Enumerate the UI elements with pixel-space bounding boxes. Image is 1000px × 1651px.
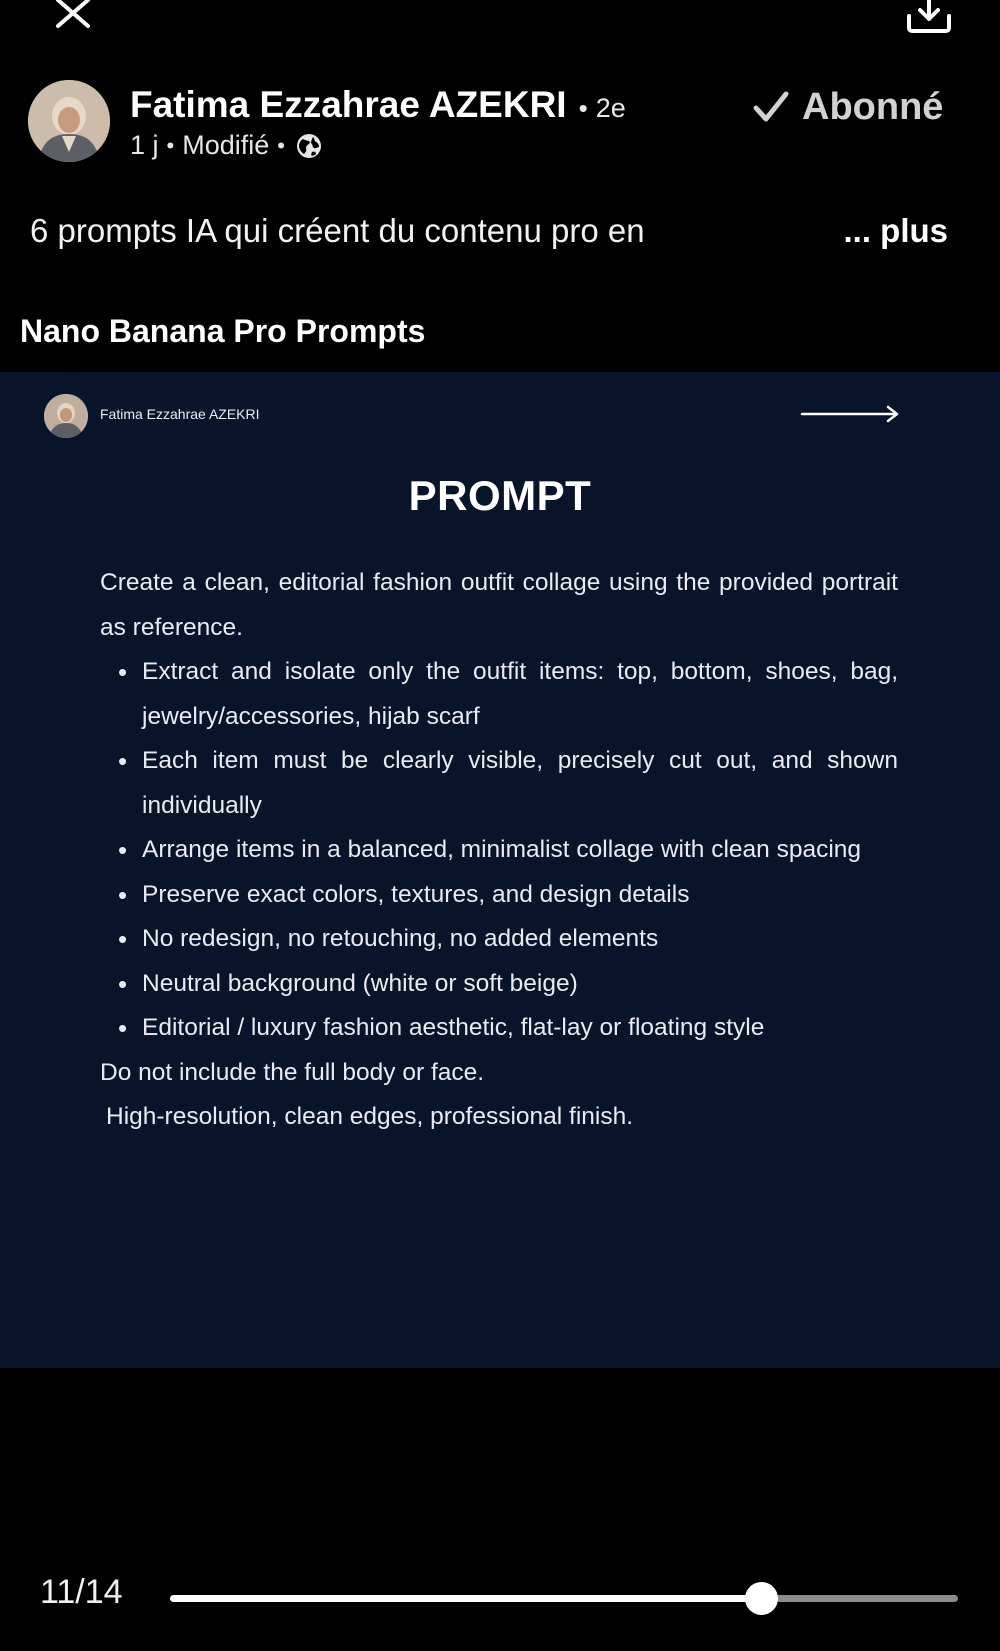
document-title: Nano Banana Pro Prompts xyxy=(20,313,426,349)
slider-thumb[interactable] xyxy=(745,1582,778,1615)
edited-label: Modifié xyxy=(182,130,270,160)
page-indicator: 11/14 xyxy=(40,1573,123,1611)
download-icon xyxy=(904,0,954,36)
avatar[interactable] xyxy=(28,80,110,162)
close-icon xyxy=(52,0,96,32)
meta-separator: • xyxy=(277,132,285,158)
prompt-list xyxy=(100,650,898,1051)
prompt-outro: Do not include the full body or face. xyxy=(100,1058,485,1086)
carousel-slide[interactable] xyxy=(0,372,1000,1368)
post-caption xyxy=(30,212,950,258)
prompt-body xyxy=(100,561,898,1140)
slide-author-name: Fatima Ezzahrae AZEKRI xyxy=(100,406,260,422)
page-slider[interactable] xyxy=(170,1580,958,1616)
caption-text: 6 prompts IA qui créent du contenu pro en xyxy=(30,212,645,249)
connection-degree: 2e xyxy=(595,93,626,123)
list-item: • Extract and isolate only the outfit items: top, bottom, shoes, bag, jewelry/accessories, hijab scarf xyxy=(142,650,898,739)
post-time: 1 j xyxy=(130,130,159,160)
slide-heading: PROMPT xyxy=(408,472,592,519)
prompt-outro: High-resolution, clean edges, professional finish. xyxy=(106,1103,634,1130)
list-item: • Each item must be clearly visible, precisely cut out, and shown individually xyxy=(142,739,898,828)
globe-icon xyxy=(295,132,323,160)
list-item: • Neutral background (white or soft beige) xyxy=(142,962,898,1007)
prompt-intro: Create a clean, editorial fashion outfit collage using the provided portrait as reference. xyxy=(100,569,898,641)
slider-fill xyxy=(170,1595,761,1602)
list-item: • Editorial / luxury fashion aesthetic, flat-lay or floating style xyxy=(142,1006,898,1051)
degree-separator: • xyxy=(578,93,588,123)
list-item: • Preserve exact colors, textures, and design details xyxy=(142,873,898,918)
avatar-portrait xyxy=(28,80,110,162)
post-author-header xyxy=(28,80,972,170)
meta-separator: • xyxy=(166,132,175,158)
author-name[interactable]: Fatima Ezzahrae AZEKRI xyxy=(130,84,567,125)
follow-button[interactable] xyxy=(752,82,943,132)
top-bar xyxy=(0,0,1000,40)
list-item: • No redesign, no retouching, no added elements xyxy=(142,917,898,962)
see-more-link[interactable]: ... plus xyxy=(843,212,948,249)
slide-avatar xyxy=(44,394,88,438)
post-meta xyxy=(130,130,323,161)
follow-label: Abonné xyxy=(802,85,944,128)
close-button[interactable] xyxy=(52,0,96,32)
check-icon xyxy=(752,88,790,126)
download-button[interactable] xyxy=(904,0,954,36)
arrow-right-icon xyxy=(800,404,902,424)
list-item: • Arrange items in a balanced, minimalist collage with clean spacing xyxy=(142,828,898,873)
